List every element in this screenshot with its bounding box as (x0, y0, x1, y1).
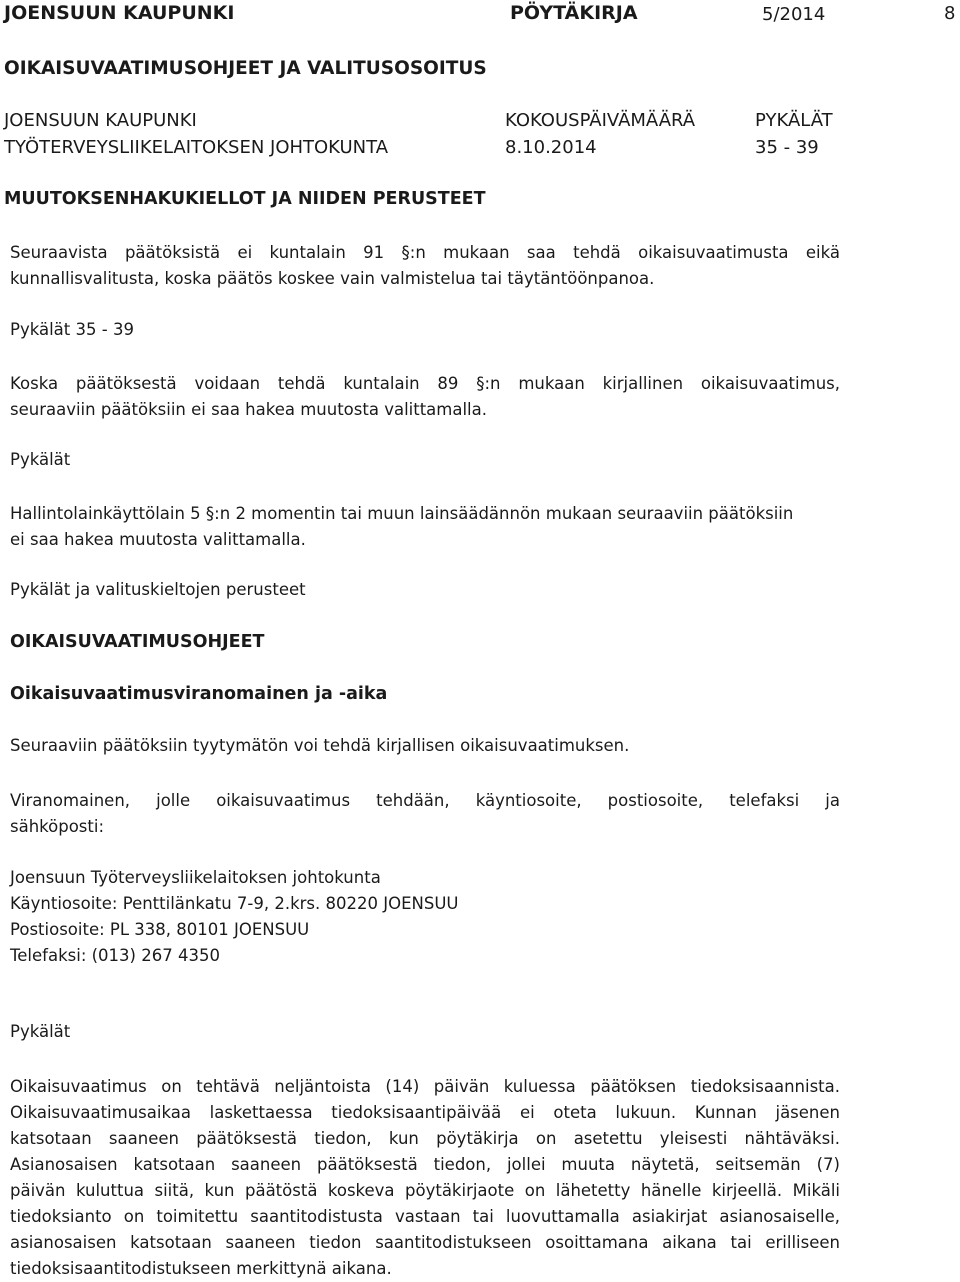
instructions-reference: Pykälät (10, 1022, 71, 1041)
instructions-p3-line: asianosaisen katsotaan saaneen tiedon saantitodistukseen osoittamana aikana tai erilliseen (10, 1233, 840, 1252)
header-page-number: 8 (944, 3, 956, 24)
instructions-p2-line-1: Viranomainen, jolle oikaisuvaatimus tehdään, käyntiosoite, postiosoite, telefaksi ja (10, 791, 840, 810)
restrictions-p1-line-1: Seuraavista päätöksistä ei kuntalain 91 §:n mukaan saa tehdä oikaisuvaatimusta eikä (10, 243, 840, 262)
instructions-p3-line: Asianosaisen katsotaan saaneen päätöksestä tiedon, jollei muuta näytetä, seitsemän (7) (10, 1155, 840, 1174)
restrictions-p2-line-1: Koska päätöksestä voidaan tehdä kuntalain 89 §:n mukaan kirjallinen oikaisuvaatimus, (10, 374, 840, 393)
meta-org: JOENSUUN KAUPUNKI (4, 110, 197, 131)
restrictions-p1-line-2: kunnallisvalitusta, koska päätös koskee vain valmistelua tai täytäntöönpanoa. (10, 269, 655, 288)
document-title: OIKAISUVAATIMUSOHJEET JA VALITUSOSOITUS (4, 58, 487, 79)
address-telefax: Telefaksi: (013) 267 4350 (10, 946, 220, 965)
instructions-heading: OIKAISUVAATIMUSOHJEET (10, 632, 265, 652)
restrictions-paragraph-1 (10, 240, 840, 292)
restrictions-p3-reference: Pykälät ja valituskieltojen perusteet (10, 580, 306, 599)
instructions-p3-line: tiedoksianto on toimitettu saantitodistusta vastaan tai luovuttamalla asiakirjat asianosaiselle, (10, 1207, 840, 1226)
restrictions-paragraph-3 (10, 501, 840, 553)
instructions-p3-line: tiedoksisaantitodistukseen merkittynä aikana. (10, 1259, 392, 1278)
restrictions-heading: MUUTOKSENHAKUKIELLOT JA NIIDEN PERUSTEET (4, 189, 486, 209)
address-postal: Postiosoite: PL 338, 80101 JOENSUU (10, 920, 310, 939)
instructions-paragraph-3 (10, 1074, 840, 1282)
restrictions-p2-reference: Pykälät (10, 450, 71, 469)
restrictions-p1-reference: Pykälät 35 - 39 (10, 320, 134, 339)
meta-sections-value: 35 - 39 (755, 137, 819, 158)
restrictions-p3-line-1: Hallintolainkäyttölain 5 §:n 2 momentin tai muun lainsäädännön mukaan seuraaviin päätöksiin (10, 504, 794, 523)
address-authority-name: Joensuun Työterveysliikelaitoksen johtokunta (10, 868, 381, 887)
meta-date-label: KOKOUSPÄIVÄMÄÄRÄ (505, 110, 696, 131)
instructions-p3-line: katsotaan saaneen päätöksestä tiedon, kun pöytäkirja on asetettu yleisesti nähtäväksi. (10, 1129, 840, 1148)
instructions-p2-line-2: sähköposti: (10, 817, 105, 836)
meta-date-value: 8.10.2014 (505, 137, 597, 158)
instructions-paragraph-2 (10, 788, 840, 840)
restrictions-paragraph-2 (10, 371, 840, 423)
restrictions-p3-line-2: ei saa hakea muutosta valittamalla. (10, 530, 306, 549)
meta-sections-label: PYKÄLÄT (755, 110, 833, 131)
instructions-p3-line: Oikaisuvaatimus on tehtävä neljäntoista (14) päivän kuluessa päätöksen tiedoksisaannista. (10, 1077, 840, 1096)
header-org: JOENSUUN KAUPUNKI (4, 2, 235, 24)
address-visiting: Käyntiosoite: Penttilänkatu 7-9, 2.krs. 80220 JOENSUU (10, 894, 459, 913)
restrictions-p2-line-2: seuraaviin päätöksiin ei saa hakea muutosta valittamalla. (10, 400, 487, 419)
instructions-paragraph-1: Seuraaviin päätöksiin tyytymätön voi tehdä kirjallisen oikaisuvaatimuksen. (10, 736, 630, 755)
meta-body-name: TYÖTERVEYSLIIKELAITOKSEN JOHTOKUNTA (4, 137, 389, 158)
header-doc-type: PÖYTÄKIRJA (510, 2, 638, 24)
instructions-subheading: Oikaisuvaatimusviranomainen ja -aika (10, 684, 388, 704)
header-doc-number: 5/2014 (762, 4, 826, 25)
instructions-p3-line: päivän kuluttua siitä, kun päätöstä koskeva pöytäkirjaote on lähetetty hänelle kirjeellä. Mikäli (10, 1181, 840, 1200)
instructions-p3-line: Oikaisuvaatimusaikaa laskettaessa tiedoksisaantipäivää ei oteta lukuun. Kunnan jäsenen (10, 1103, 840, 1122)
authority-address-block (10, 865, 840, 969)
